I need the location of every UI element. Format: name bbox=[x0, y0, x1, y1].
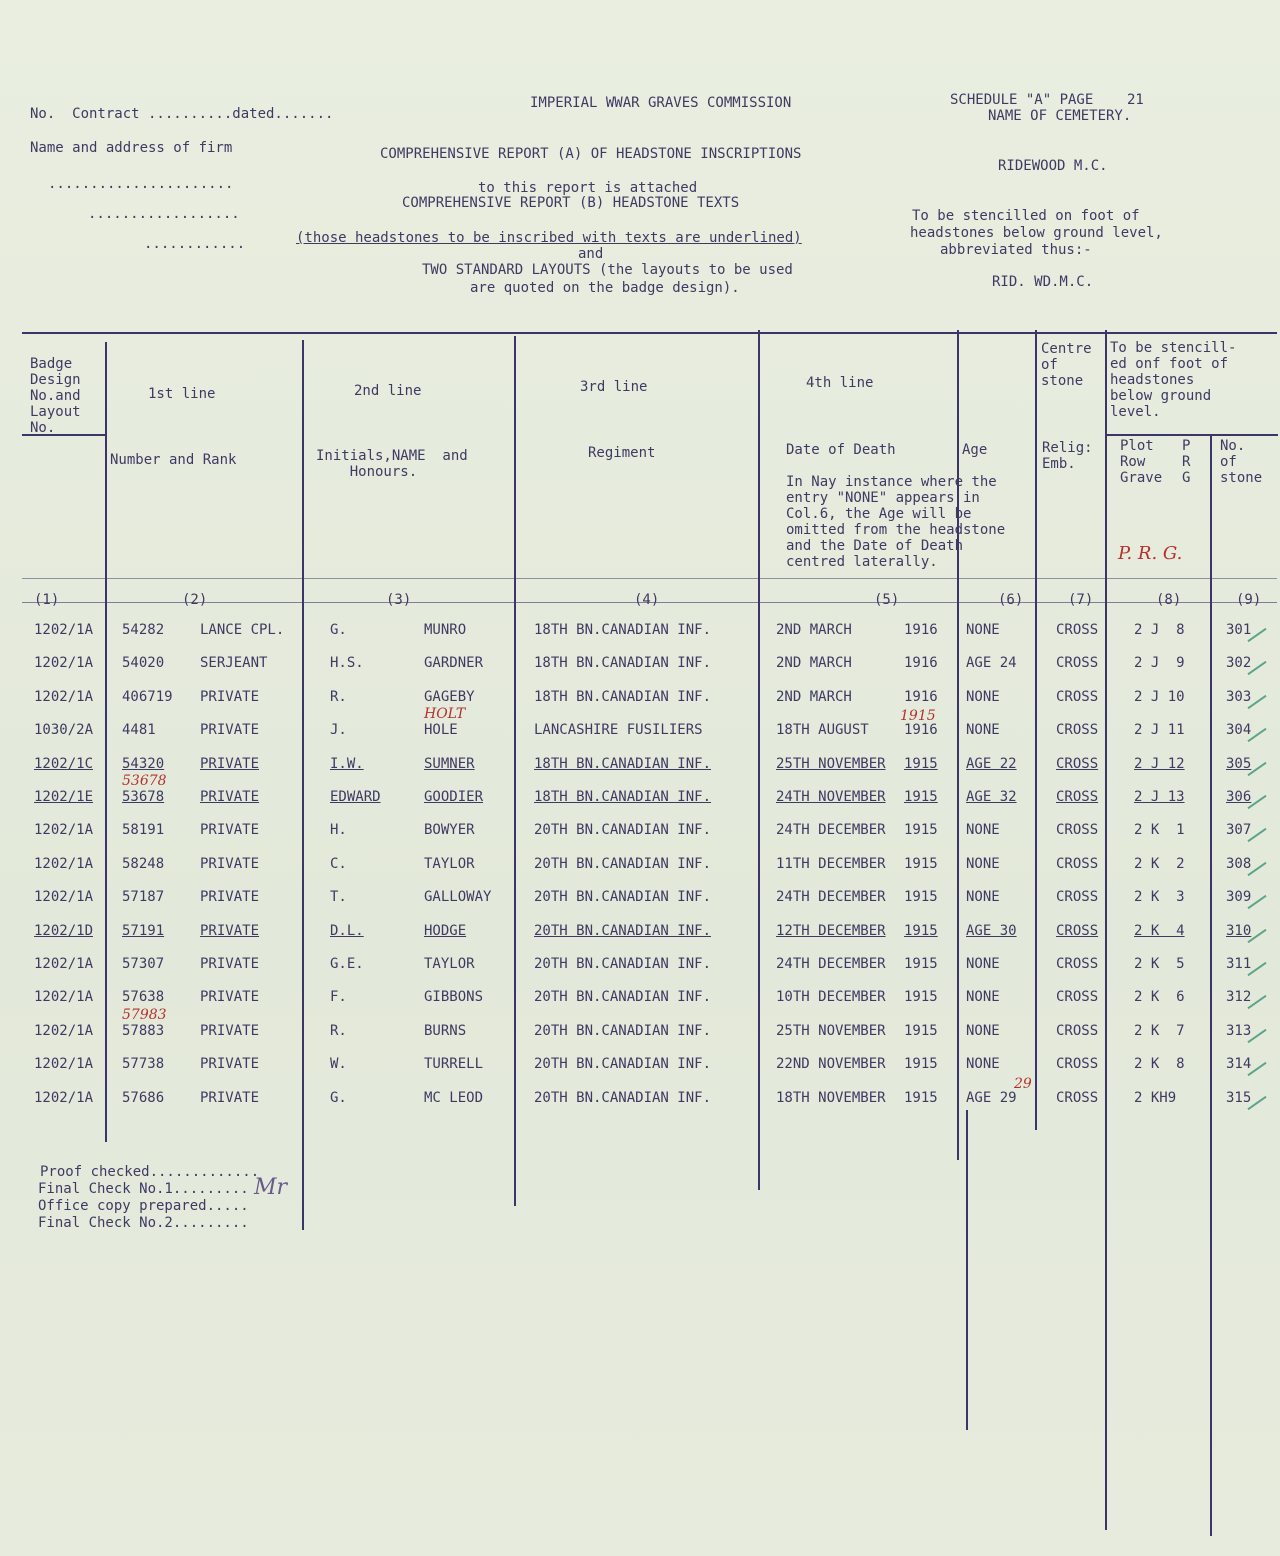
cell-date: 2ND MARCH bbox=[776, 622, 852, 638]
cell-relig: CROSS bbox=[1056, 689, 1099, 705]
cell-age: NONE bbox=[966, 722, 1000, 738]
cell-relig: CROSS bbox=[1056, 756, 1099, 772]
cell-relig: CROSS bbox=[1056, 655, 1099, 671]
cell-initials: I.W. bbox=[330, 756, 364, 772]
cell-number: 406719 bbox=[122, 689, 173, 705]
cell-plot: 2 K 5 bbox=[1134, 956, 1185, 972]
cell-regiment: 20TH BN.CANADIAN INF. bbox=[534, 1023, 712, 1039]
header-3rd-line: 3rd line bbox=[580, 379, 648, 395]
column-number: (5) bbox=[874, 592, 900, 608]
cell-number: 57883 bbox=[122, 1023, 165, 1039]
cell-rank: PRIVATE bbox=[200, 1090, 260, 1106]
cell-date: 22ND NOVEMBER bbox=[776, 1056, 886, 1072]
cell-number: 57187 bbox=[122, 889, 165, 905]
header-age-note: In Nay instance where the entry "NONE" appears in Col.6, the Age will be omitted from the headstone and the Date of Death centred laterally. bbox=[786, 474, 1006, 570]
cell-badge: 1202/1A bbox=[34, 655, 94, 671]
report-title: COMPREHENSIVE REPORT (A) OF HEADSTONE INSCRIPTIONS bbox=[380, 146, 802, 162]
vline-5b bbox=[966, 1110, 968, 1430]
cell-plot: 2 KH9 bbox=[1134, 1090, 1177, 1106]
cell-number: 58191 bbox=[122, 822, 165, 838]
cell-badge: 1202/1C bbox=[34, 756, 94, 772]
cell-initials: W. bbox=[330, 1056, 347, 1072]
cell-number: 57307 bbox=[122, 956, 165, 972]
cell-badge: 1202/1A bbox=[34, 956, 94, 972]
cell-relig: CROSS bbox=[1056, 989, 1099, 1005]
column-number: (8) bbox=[1156, 592, 1182, 608]
cell-relig: CROSS bbox=[1056, 1090, 1099, 1106]
header-number-rank: Number and Rank bbox=[110, 452, 237, 468]
firm-dots-2: .................. bbox=[88, 206, 240, 222]
cell-badge: 1202/1A bbox=[34, 622, 94, 638]
cell-number: 53678 bbox=[122, 789, 165, 805]
cell-regiment: 20TH BN.CANADIAN INF. bbox=[534, 889, 712, 905]
cell-rank: PRIVATE bbox=[200, 722, 260, 738]
cell-name: HODGE bbox=[424, 923, 467, 939]
cell-initials: J. bbox=[330, 722, 347, 738]
cell-badge: 1202/1A bbox=[34, 1090, 94, 1106]
cell-stone: 304 bbox=[1226, 722, 1252, 738]
cell-rank: LANCE CPL. bbox=[200, 622, 285, 638]
cell-badge: 1030/2A bbox=[34, 722, 94, 738]
cell-year: 1915 bbox=[904, 1090, 938, 1106]
firm-dots-3: ............ bbox=[144, 236, 246, 252]
cell-age: AGE 32 bbox=[966, 789, 1017, 805]
header-2nd-line: 2nd line bbox=[354, 383, 422, 399]
stencil-header-rule bbox=[1106, 434, 1278, 436]
header-plot: Plot Row Grave bbox=[1120, 438, 1163, 486]
vline-3 bbox=[514, 336, 516, 1206]
cell-date: 24TH DECEMBER bbox=[776, 822, 886, 838]
cell-date: 10TH DECEMBER bbox=[776, 989, 886, 1005]
cell-initials: R. bbox=[330, 689, 347, 705]
cell-name: BURNS bbox=[424, 1023, 467, 1039]
cemetery-label: NAME OF CEMETERY. bbox=[988, 108, 1132, 124]
cell-relig: CROSS bbox=[1056, 822, 1099, 838]
cell-plot: 2 K 1 bbox=[1134, 822, 1185, 838]
cell-year: 1915 bbox=[904, 989, 938, 1005]
cell-stone: 302 bbox=[1226, 655, 1252, 671]
cell-relig: CROSS bbox=[1056, 622, 1099, 638]
vline-6 bbox=[1035, 330, 1037, 1130]
header-prg: P R G bbox=[1182, 438, 1191, 486]
cell-rank: PRIVATE bbox=[200, 1056, 260, 1072]
cell-age: NONE bbox=[966, 622, 1000, 638]
cell-plot: 2 K 6 bbox=[1134, 989, 1185, 1005]
header-date-death: Date of Death bbox=[786, 442, 896, 458]
vline-1 bbox=[105, 342, 107, 1142]
cell-relig: CROSS bbox=[1056, 789, 1099, 805]
cemetery-name: RIDEWOOD M.C. bbox=[998, 158, 1108, 174]
column-number: (6) bbox=[998, 592, 1024, 608]
cell-rank: PRIVATE bbox=[200, 789, 260, 805]
footer-final-check-2: Final Check No.2......... bbox=[38, 1215, 249, 1231]
column-number: (7) bbox=[1068, 592, 1094, 608]
cell-number: 54020 bbox=[122, 655, 165, 671]
cell-date: 24TH DECEMBER bbox=[776, 889, 886, 905]
cell-age: NONE bbox=[966, 956, 1000, 972]
cell-rank: PRIVATE bbox=[200, 889, 260, 905]
cell-number: 57686 bbox=[122, 1090, 165, 1106]
cell-number: 54320 bbox=[122, 756, 165, 772]
cell-rank: PRIVATE bbox=[200, 989, 260, 1005]
vline-4 bbox=[758, 330, 760, 1190]
cell-age: NONE bbox=[966, 889, 1000, 905]
cell-plot: 2 J 13 bbox=[1134, 789, 1185, 805]
cell-name: BOWYER bbox=[424, 822, 475, 838]
cell-stone: 315 bbox=[1226, 1090, 1252, 1106]
cell-plot: 2 K 4 bbox=[1134, 923, 1185, 939]
cell-age: NONE bbox=[966, 989, 1000, 1005]
cell-regiment: 18TH BN.CANADIAN INF. bbox=[534, 622, 712, 638]
cell-initials: G. bbox=[330, 1090, 347, 1106]
cell-number: 57638 bbox=[122, 989, 165, 1005]
cell-age: NONE bbox=[966, 822, 1000, 838]
header-regiment: Regiment bbox=[588, 445, 656, 461]
header-age: Age bbox=[962, 442, 988, 458]
handwritten-correction: 29 bbox=[1014, 1076, 1032, 1092]
stencil-line-1: To be stencilled on foot of bbox=[912, 208, 1140, 224]
cell-regiment: 20TH BN.CANADIAN INF. bbox=[534, 956, 712, 972]
cell-regiment: 18TH BN.CANADIAN INF. bbox=[534, 689, 712, 705]
cell-initials: F. bbox=[330, 989, 347, 1005]
cell-badge: 1202/1A bbox=[34, 1056, 94, 1072]
cell-badge: 1202/1A bbox=[34, 689, 94, 705]
cell-year: 1915 bbox=[904, 923, 938, 939]
cell-year: 1915 bbox=[904, 789, 938, 805]
cell-age: NONE bbox=[966, 856, 1000, 872]
column-number: (2) bbox=[182, 592, 208, 608]
cell-rank: PRIVATE bbox=[200, 689, 260, 705]
cell-regiment: 18TH BN.CANADIAN INF. bbox=[534, 789, 712, 805]
cell-age: AGE 29 bbox=[966, 1090, 1017, 1106]
cell-rank: PRIVATE bbox=[200, 923, 260, 939]
header-initials: Initials,NAME and Honours. bbox=[316, 448, 468, 480]
cell-regiment: 18TH BN.CANADIAN INF. bbox=[534, 655, 712, 671]
stencil-line-3: abbreviated thus:- bbox=[940, 242, 1092, 258]
cell-initials: G.E. bbox=[330, 956, 364, 972]
cell-stone: 313 bbox=[1226, 1023, 1252, 1039]
cell-name: GARDNER bbox=[424, 655, 484, 671]
column-number: (9) bbox=[1236, 592, 1262, 608]
cell-age: AGE 22 bbox=[966, 756, 1017, 772]
column-number: (1) bbox=[34, 592, 60, 608]
cell-stone: 310 bbox=[1226, 923, 1252, 939]
cell-plot: 2 K 2 bbox=[1134, 856, 1185, 872]
cell-year: 1915 bbox=[904, 756, 938, 772]
cell-year: 1915 bbox=[904, 856, 938, 872]
cell-year: 1916 bbox=[904, 722, 938, 738]
vline-7 bbox=[1105, 330, 1107, 1530]
cell-initials: R. bbox=[330, 1023, 347, 1039]
underlined-note: (those headstones to be inscribed with texts are underlined) bbox=[296, 230, 802, 246]
cell-date: 12TH DECEMBER bbox=[776, 923, 886, 939]
footer-office-copy: Office copy prepared..... bbox=[38, 1198, 249, 1214]
firm-label: Name and address of firm bbox=[30, 140, 233, 156]
cell-initials: EDWARD bbox=[330, 789, 381, 805]
cell-name: HOLE bbox=[424, 722, 458, 738]
header-badge: Badge Design No.and Layout No. bbox=[30, 356, 81, 436]
cell-regiment: LANCASHIRE FUSILIERS bbox=[534, 722, 703, 738]
header-stencil: To be stencill- ed onf foot of headstones below ground level. bbox=[1110, 340, 1237, 420]
cell-year: 1915 bbox=[904, 1056, 938, 1072]
cell-relig: CROSS bbox=[1056, 1056, 1099, 1072]
cell-stone: 314 bbox=[1226, 1056, 1252, 1072]
cell-regiment: 20TH BN.CANADIAN INF. bbox=[534, 822, 712, 838]
cell-age: AGE 30 bbox=[966, 923, 1017, 939]
cell-year: 1915 bbox=[904, 889, 938, 905]
cell-regiment: 20TH BN.CANADIAN INF. bbox=[534, 989, 712, 1005]
cell-initials: G. bbox=[330, 622, 347, 638]
column-number: (3) bbox=[386, 592, 412, 608]
cell-name: GOODIER bbox=[424, 789, 484, 805]
colnum-rule bbox=[22, 578, 1277, 579]
cell-name: GALLOWAY bbox=[424, 889, 492, 905]
attached-line-2: COMPREHENSIVE REPORT (B) HEADSTONE TEXTS bbox=[402, 195, 740, 211]
cell-regiment: 20TH BN.CANADIAN INF. bbox=[534, 856, 712, 872]
cell-badge: 1202/1D bbox=[34, 923, 94, 939]
cell-relig: CROSS bbox=[1056, 722, 1099, 738]
cell-badge: 1202/1A bbox=[34, 822, 94, 838]
vline-5 bbox=[957, 330, 959, 1160]
layouts-line-2: are quoted on the badge design). bbox=[470, 280, 740, 296]
cell-stone: 303 bbox=[1226, 689, 1252, 705]
cell-rank: SERJEANT bbox=[200, 655, 268, 671]
abbreviation: RID. WD.M.C. bbox=[992, 274, 1094, 290]
cell-stone: 306 bbox=[1226, 789, 1252, 805]
cell-badge: 1202/1A bbox=[34, 1023, 94, 1039]
cell-relig: CROSS bbox=[1056, 956, 1099, 972]
header-4th-line: 4th line bbox=[806, 375, 874, 391]
cell-plot: 2 J 9 bbox=[1134, 655, 1185, 671]
footer-initials-signature: Mr bbox=[254, 1175, 288, 1200]
cell-year: 1916 bbox=[904, 622, 938, 638]
prg-handwritten: P. R. G. bbox=[1118, 543, 1183, 564]
cell-plot: 2 K 7 bbox=[1134, 1023, 1185, 1039]
cell-date: 24TH NOVEMBER bbox=[776, 789, 886, 805]
cell-regiment: 20TH BN.CANADIAN INF. bbox=[534, 1056, 712, 1072]
header-no-stone: No. of stone bbox=[1220, 438, 1263, 486]
header-1st-line: 1st line bbox=[148, 386, 216, 402]
cell-date: 25TH NOVEMBER bbox=[776, 756, 886, 772]
header-relig: Relig: Emb. bbox=[1042, 440, 1093, 472]
cell-name: GIBBONS bbox=[424, 989, 484, 1005]
cell-name: TAYLOR bbox=[424, 856, 475, 872]
cell-date: 2ND MARCH bbox=[776, 689, 852, 705]
cell-name: GAGEBY bbox=[424, 689, 475, 705]
cell-year: 1916 bbox=[904, 655, 938, 671]
cell-age: NONE bbox=[966, 689, 1000, 705]
cell-rank: PRIVATE bbox=[200, 856, 260, 872]
cell-name: TAYLOR bbox=[424, 956, 475, 972]
layouts-line-1: TWO STANDARD LAYOUTS (the layouts to be used bbox=[422, 262, 793, 278]
cell-year: 1916 bbox=[904, 689, 938, 705]
cell-initials: H. bbox=[330, 822, 347, 838]
cell-year: 1915 bbox=[904, 1023, 938, 1039]
cell-name: MC LEOD bbox=[424, 1090, 484, 1106]
cell-initials: D.L. bbox=[330, 923, 364, 939]
cell-year: 1915 bbox=[904, 956, 938, 972]
cell-date: 11TH DECEMBER bbox=[776, 856, 886, 872]
cell-stone: 307 bbox=[1226, 822, 1252, 838]
cell-badge: 1202/1A bbox=[34, 889, 94, 905]
cell-name: SUMNER bbox=[424, 756, 475, 772]
firm-dots-1: ...................... bbox=[48, 176, 234, 192]
cell-plot: 2 J 11 bbox=[1134, 722, 1185, 738]
cell-plot: 2 J 10 bbox=[1134, 689, 1185, 705]
cell-stone: 309 bbox=[1226, 889, 1252, 905]
footer-proof-checked: Proof checked............. bbox=[40, 1164, 260, 1180]
cell-rank: PRIVATE bbox=[200, 822, 260, 838]
cell-stone: 301 bbox=[1226, 622, 1252, 638]
cell-number: 58248 bbox=[122, 856, 165, 872]
cell-stone: 305 bbox=[1226, 756, 1252, 772]
cell-date: 18TH NOVEMBER bbox=[776, 1090, 886, 1106]
cell-rank: PRIVATE bbox=[200, 1023, 260, 1039]
column-number: (4) bbox=[634, 592, 660, 608]
schedule-page: SCHEDULE "A" PAGE 21 bbox=[950, 92, 1144, 108]
contract-line: No. Contract ..........dated....... bbox=[30, 106, 334, 122]
cell-date: 2ND MARCH bbox=[776, 655, 852, 671]
cell-age: NONE bbox=[966, 1023, 1000, 1039]
cell-number: 4481 bbox=[122, 722, 156, 738]
cell-relig: CROSS bbox=[1056, 1023, 1099, 1039]
cell-regiment: 20TH BN.CANADIAN INF. bbox=[534, 1090, 712, 1106]
cell-age: NONE bbox=[966, 1056, 1000, 1072]
cell-year: 1915 bbox=[904, 822, 938, 838]
handwritten-correction: HOLT bbox=[424, 706, 466, 722]
stencil-line-2: headstones below ground level, bbox=[910, 225, 1163, 241]
cell-number: 57738 bbox=[122, 1056, 165, 1072]
and-text: and bbox=[578, 246, 604, 262]
attached-line-1: to this report is attached bbox=[478, 180, 698, 196]
cell-initials: C. bbox=[330, 856, 347, 872]
handwritten-correction: 1915 bbox=[900, 708, 936, 724]
cell-number: 57191 bbox=[122, 923, 165, 939]
cell-number: 54282 bbox=[122, 622, 165, 638]
cell-plot: 2 K 8 bbox=[1134, 1056, 1185, 1072]
cell-badge: 1202/1E bbox=[34, 789, 94, 805]
cell-plot: 2 J 8 bbox=[1134, 622, 1185, 638]
handwritten-correction: 57983 bbox=[122, 1007, 167, 1023]
cell-relig: CROSS bbox=[1056, 856, 1099, 872]
cell-plot: 2 K 3 bbox=[1134, 889, 1185, 905]
cell-stone: 311 bbox=[1226, 956, 1252, 972]
cell-badge: 1202/1A bbox=[34, 989, 94, 1005]
cell-initials: T. bbox=[330, 889, 347, 905]
vline-2 bbox=[302, 340, 304, 1230]
cell-rank: PRIVATE bbox=[200, 756, 260, 772]
table-top-rule bbox=[22, 332, 1277, 334]
cell-name: TURRELL bbox=[424, 1056, 484, 1072]
cell-rank: PRIVATE bbox=[200, 956, 260, 972]
cell-plot: 2 J 12 bbox=[1134, 756, 1185, 772]
cell-relig: CROSS bbox=[1056, 889, 1099, 905]
cell-age: AGE 24 bbox=[966, 655, 1017, 671]
cell-badge: 1202/1A bbox=[34, 856, 94, 872]
footer-final-check-1: Final Check No.1......... bbox=[38, 1181, 249, 1197]
cell-date: 25TH NOVEMBER bbox=[776, 1023, 886, 1039]
cell-date: 24TH DECEMBER bbox=[776, 956, 886, 972]
header-centre: Centre of stone bbox=[1041, 341, 1092, 389]
cell-regiment: 18TH BN.CANADIAN INF. bbox=[534, 756, 712, 772]
cell-date: 18TH AUGUST bbox=[776, 722, 869, 738]
cell-stone: 308 bbox=[1226, 856, 1252, 872]
commission-title: IMPERIAL WWAR GRAVES COMMISSION bbox=[530, 95, 792, 111]
handwritten-correction: 53678 bbox=[122, 773, 167, 789]
cell-initials: H.S. bbox=[330, 655, 364, 671]
cell-stone: 312 bbox=[1226, 989, 1252, 1005]
vline-8 bbox=[1210, 436, 1212, 1536]
cell-name: MUNRO bbox=[424, 622, 467, 638]
cell-regiment: 20TH BN.CANADIAN INF. bbox=[534, 923, 712, 939]
cell-relig: CROSS bbox=[1056, 923, 1099, 939]
